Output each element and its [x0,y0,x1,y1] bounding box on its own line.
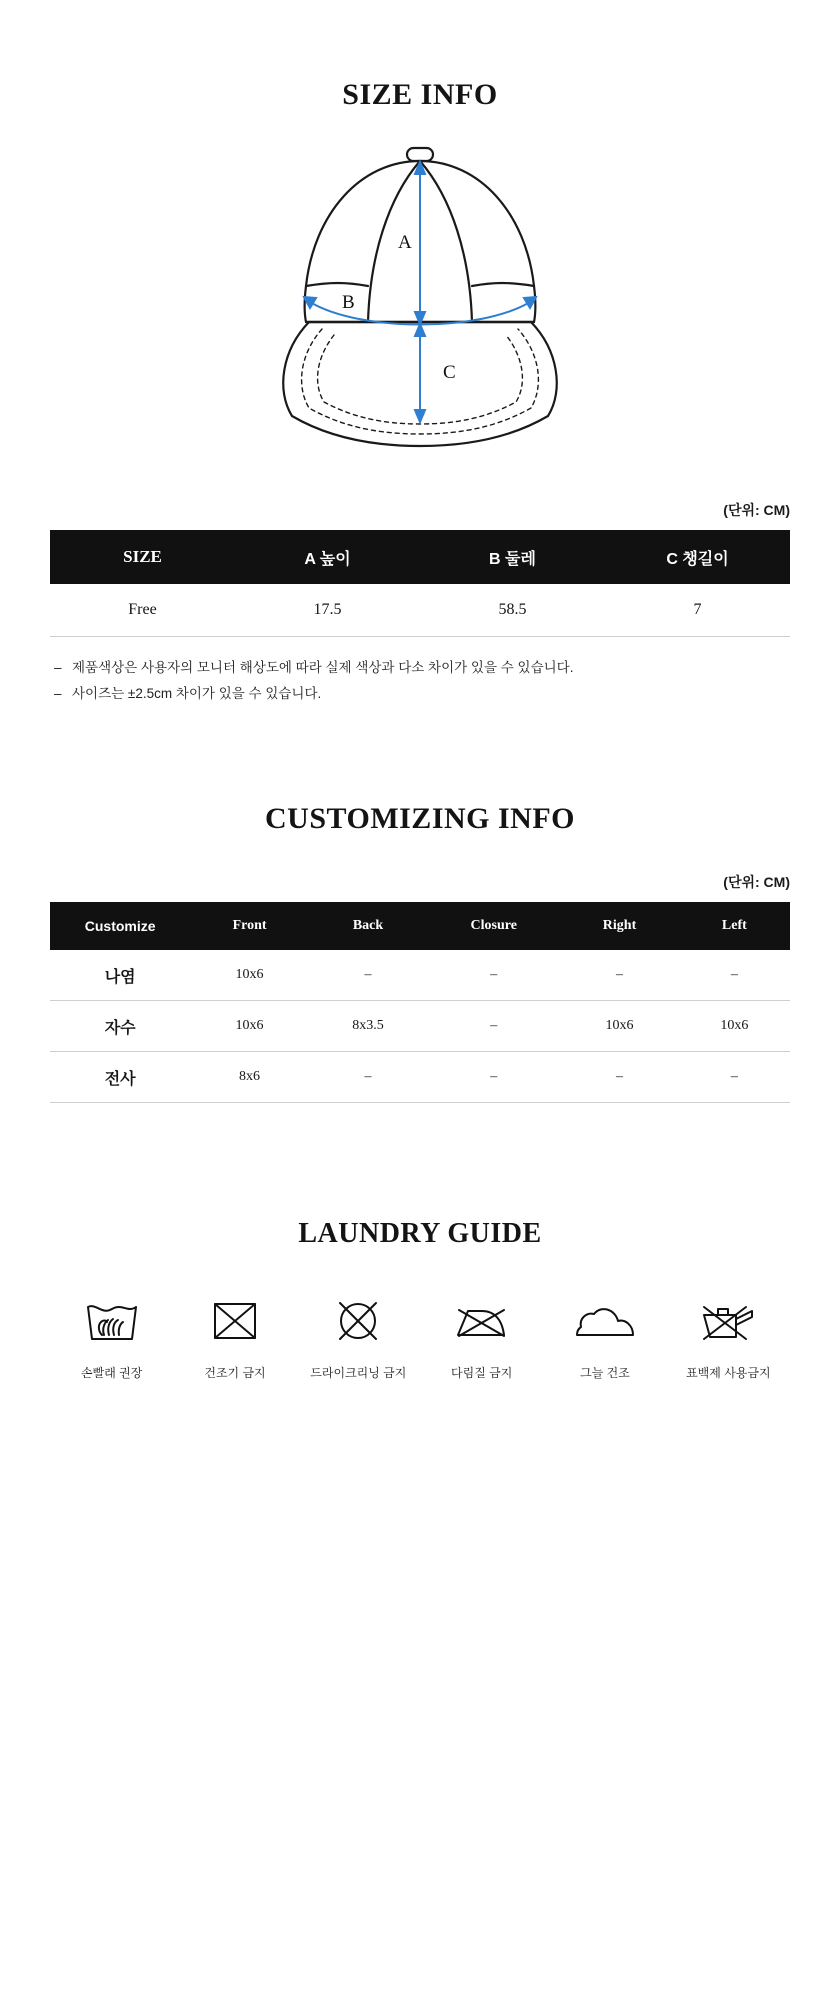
diagram-label-c: C [443,362,456,384]
cust-header-back: Back [309,902,427,950]
laundry-item-hand-wash [50,1290,173,1381]
laundry-guide-list [50,1290,790,1381]
diagram-label-a: A [398,232,412,254]
page-title-laundry-guide: LAUNDRY GUIDE [298,1218,542,1250]
size-table-header-a: A 높이 [235,530,420,584]
size-note-2-text: 사이즈는 ±2.5cm 차이가 있을 수 있습니다. [72,685,322,701]
size-cell-circum: 58.5 [420,584,605,637]
size-unit-note: (단위: CM) [723,502,790,519]
laundry-item-no-dry-clean [297,1290,420,1381]
cust-cell-left: – [679,950,790,1001]
no-dry-clean-icon [330,1290,386,1352]
cust-cell-closure: – [427,1052,560,1103]
size-cell-brim: 7 [605,584,790,637]
no-iron-icon [452,1290,512,1352]
cust-cell-back: – [309,1052,427,1103]
cust-row-label: 나염 [50,950,190,1001]
customizing-table-header-row [50,902,790,950]
cust-cell-left: 10x6 [679,1001,790,1052]
cust-cell-front: 8x6 [190,1052,308,1103]
table-row [50,584,790,637]
size-note-1 [50,655,790,681]
note-dash-icon: – [54,685,62,701]
table-row [50,1052,790,1103]
cust-row-label: 전사 [50,1052,190,1103]
laundry-label: 다림질 금지 [451,1366,513,1381]
cust-header-right: Right [560,902,678,950]
cust-cell-back: – [309,950,427,1001]
laundry-label: 드라이크리닝 금지 [310,1366,407,1381]
cust-cell-front: 10x6 [190,950,308,1001]
customizing-table [50,902,790,1103]
table-row [50,950,790,1001]
laundry-item-no-bleach [667,1290,790,1381]
diagram-label-b: B [342,292,355,314]
laundry-item-no-iron [420,1290,543,1381]
cust-header-front: Front [190,902,308,950]
size-table-header-row [50,530,790,584]
size-table [50,530,790,637]
cust-cell-right: 10x6 [560,1001,678,1052]
size-guide-page [0,20,840,2012]
cust-cell-back: 8x3.5 [309,1001,427,1052]
no-bleach-icon [696,1290,760,1352]
laundry-label: 그늘 건조 [580,1366,630,1381]
cust-cell-left: – [679,1052,790,1103]
size-notes [50,655,790,706]
cust-cell-right: – [560,1052,678,1103]
size-note-1-text: 제품색상은 사용자의 모니터 해상도에 따라 실제 색상과 다소 차이가 있을 수 있습니다. [72,660,574,676]
table-row [50,1001,790,1052]
laundry-item-no-tumble-dry [173,1290,296,1381]
cust-row-label: 자수 [50,1001,190,1052]
hand-wash-icon [82,1290,142,1352]
laundry-label: 표백제 사용금지 [686,1366,771,1381]
no-tumble-dry-icon [207,1290,263,1352]
page-title-customizing-info: CUSTOMIZING INFO [265,802,575,836]
note-dash-icon: – [54,660,62,676]
size-note-2 [50,681,790,707]
shade-dry-icon [573,1290,637,1352]
size-cell-height: 17.5 [235,584,420,637]
cap-diagram [0,136,840,466]
size-table-header-b: B 둘레 [420,530,605,584]
laundry-label: 건조기 금지 [204,1366,266,1381]
page-title-size-info: SIZE INFO [342,78,498,112]
cust-cell-front: 10x6 [190,1001,308,1052]
laundry-label: 손빨래 권장 [81,1366,143,1381]
size-table-header-size: SIZE [50,530,235,584]
bottom-spacer [0,1381,840,1581]
cust-header-closure: Closure [427,902,560,950]
laundry-item-shade-dry [543,1290,666,1381]
size-table-header-c: C 챙길이 [605,530,790,584]
cust-cell-closure: – [427,1001,560,1052]
cust-cell-closure: – [427,950,560,1001]
cust-header-customize: Customize [50,902,190,950]
size-cell-name: Free [50,584,235,637]
cust-cell-right: – [560,950,678,1001]
cust-header-left: Left [679,902,790,950]
customizing-unit-note: (단위: CM) [723,874,790,891]
